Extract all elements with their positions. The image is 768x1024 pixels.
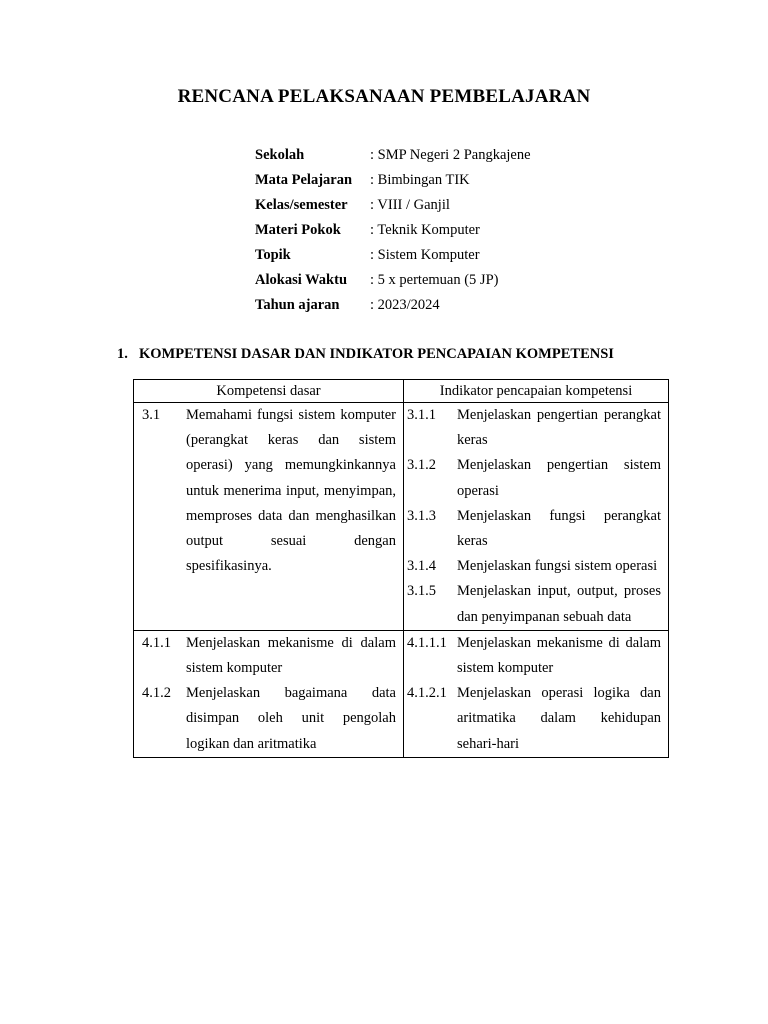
- kd-entry: [134, 681, 403, 757]
- info-label: Mata Pelajaran: [255, 172, 353, 188]
- ipk-code: 3.1.1: [407, 407, 436, 423]
- ipk-code: 4.1.2.1: [407, 685, 447, 702]
- info-row-topik: [255, 243, 531, 268]
- ipk-text: Menjelaskan fungsi sistem operasi: [457, 558, 658, 575]
- table-row: [134, 403, 669, 631]
- ipk-code: 3.1.2: [407, 457, 436, 474]
- kd-cell: [134, 403, 404, 631]
- ipk-entry: [404, 579, 668, 629]
- kd-code: 4.1.2: [142, 685, 171, 702]
- ipk-code: 4.1.1.1: [407, 634, 447, 651]
- ipk-text: Menjelaskan pengertian sistem operasi: [457, 457, 661, 499]
- info-label: Alokasi Waktu: [255, 272, 348, 288]
- ipk-cell: [404, 630, 669, 757]
- info-label: Sekolah: [255, 147, 305, 163]
- section-heading: [117, 346, 614, 363]
- kd-code: 4.1.1: [142, 634, 171, 651]
- ipk-code: 3.1.4: [407, 558, 436, 575]
- info-label: Materi Pokok: [255, 222, 341, 238]
- ipk-entry: [404, 504, 668, 554]
- info-label: Kelas/semester: [255, 197, 348, 213]
- info-row-tahun-ajaran: [255, 293, 531, 318]
- ipk-cell: [404, 403, 669, 631]
- info-value: : Sistem Komputer: [370, 247, 480, 263]
- ipk-text: Menjelaskan mekanisme di dalam sistem komputer: [457, 634, 661, 677]
- ipk-entry: [404, 631, 668, 681]
- ipk-entry: [404, 453, 668, 503]
- kd-text: Memahami fungsi sistem komputer (perangkat keras dan sistem operasi) yang memungkinkannya untuk menerima input, menyimpan, memproses data dan menghasilkan output sesuai dengan spesifikasinya.: [186, 407, 396, 575]
- kd-text: Menjelaskan mekanisme di dalam sistem komputer: [186, 634, 396, 677]
- kd-entry: [134, 403, 403, 579]
- kd-cell: [134, 630, 404, 757]
- info-row-kelas-semester: [255, 193, 531, 218]
- info-value: : VIII / Ganjil: [370, 197, 450, 213]
- competency-table: [133, 379, 669, 758]
- info-value: : 2023/2024: [370, 297, 440, 313]
- ipk-text: Menjelaskan fungsi perangkat keras: [457, 507, 661, 550]
- ipk-text: Menjelaskan pengertian perangkat keras: [457, 407, 661, 449]
- table-row: [134, 630, 669, 757]
- info-value: : 5 x pertemuan (5 JP): [370, 272, 499, 288]
- info-table: [255, 143, 531, 318]
- ipk-code: 3.1.3: [407, 507, 436, 524]
- ipk-text: Menjelaskan operasi logika dan aritmatika dalam kehidupan sehari-hari: [457, 685, 661, 752]
- section-number: 1.: [117, 346, 128, 362]
- info-label: Topik: [255, 247, 291, 263]
- ipk-text: Menjelaskan input, output, proses dan penyimpanan sebuah data: [457, 583, 661, 625]
- document-title: RENCANA PELAKSANAAN PEMBELAJARAN: [177, 86, 591, 107]
- info-value: : Bimbingan TIK: [370, 172, 470, 188]
- kd-entry: [134, 631, 403, 681]
- info-value: : Teknik Komputer: [370, 222, 480, 238]
- section-title: KOMPETENSI DASAR DAN INDIKATOR PENCAPAIAN KOMPETENSI: [139, 346, 614, 362]
- header-kompetensi-dasar: Kompetensi dasar: [134, 380, 404, 403]
- ipk-entry: [404, 403, 668, 453]
- header-indikator: Indikator pencapaian kompetensi: [404, 380, 669, 403]
- info-row-materi-pokok: [255, 218, 531, 243]
- kd-text: Menjelaskan bagaimana data disimpan oleh unit pengolah logikan dan aritmatika: [186, 685, 396, 752]
- info-label: Tahun ajaran: [255, 297, 340, 313]
- ipk-entry: [404, 554, 668, 579]
- ipk-entry: [404, 681, 668, 757]
- ipk-code: 3.1.5: [407, 583, 436, 600]
- info-row-sekolah: [255, 143, 531, 168]
- info-row-mata-pelajaran: [255, 168, 531, 193]
- info-row-alokasi-waktu: [255, 268, 531, 293]
- table-header-row: [134, 380, 669, 403]
- kd-code: 3.1: [142, 407, 161, 423]
- info-value: : SMP Negeri 2 Pangkajene: [370, 147, 531, 163]
